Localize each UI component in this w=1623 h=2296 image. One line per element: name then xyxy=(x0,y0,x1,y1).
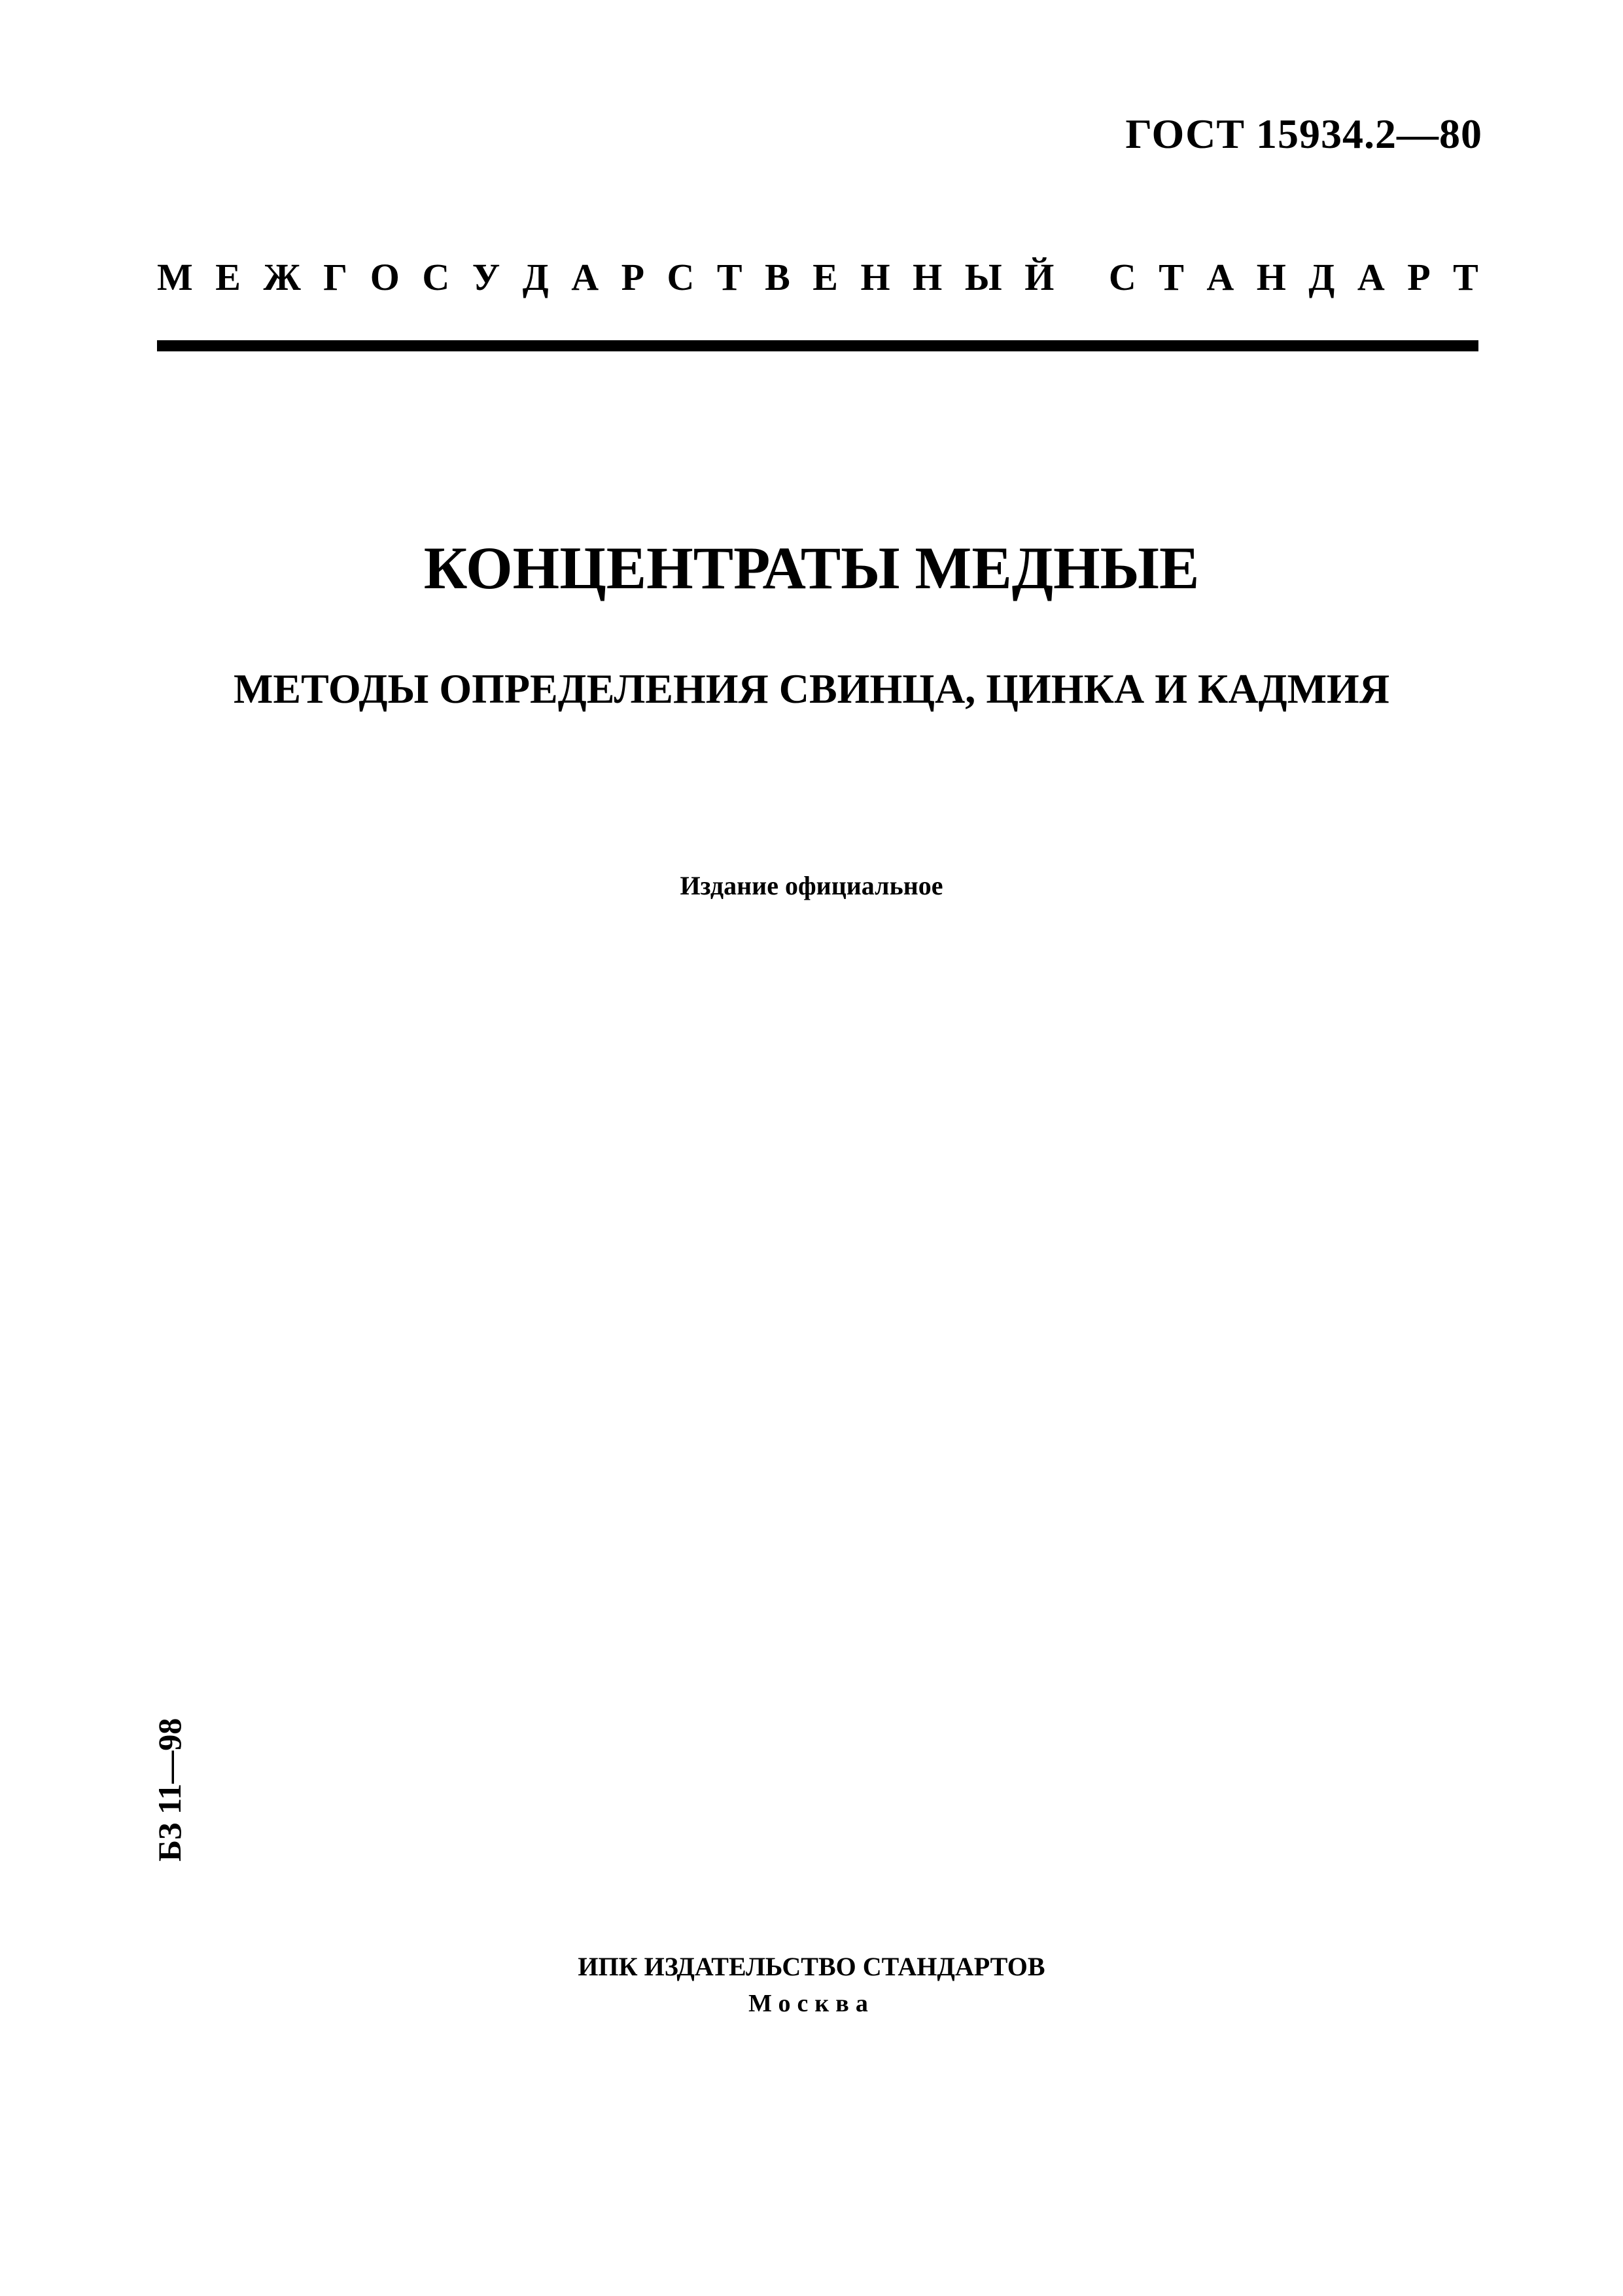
header-letter: А xyxy=(1206,256,1234,298)
header-letter: Р xyxy=(621,256,645,298)
edition-note: Издание официальное xyxy=(680,871,943,900)
standard-type-header xyxy=(157,255,1478,299)
header-letter: У xyxy=(472,256,500,298)
document-title: КОНЦЕНТРАТЫ МЕДНЫЕ xyxy=(423,535,1200,601)
header-letter: Г xyxy=(323,256,348,298)
header-letter: О xyxy=(370,256,400,298)
header-letter: Т xyxy=(1453,256,1478,298)
header-letter: Й xyxy=(1024,256,1055,298)
header-letter: Т xyxy=(1159,256,1184,298)
header-letter: Е xyxy=(215,256,241,298)
header-letter: Н xyxy=(1256,256,1286,298)
header-letter: Т xyxy=(716,256,742,298)
side-code: БЗ 11—98 xyxy=(151,1718,188,1862)
header-letter: Н xyxy=(913,256,943,298)
header-letter: Д xyxy=(522,256,549,298)
header-letter: В xyxy=(765,256,790,298)
header-letter: С xyxy=(1108,256,1136,298)
standard-designation: ГОСТ 15934.2—80 xyxy=(1125,111,1482,157)
header-letter: Н xyxy=(860,256,890,298)
header-letter: Д xyxy=(1308,256,1335,298)
header-letter: А xyxy=(571,256,599,298)
header-word-gap xyxy=(1077,255,1087,299)
header-letter: Ы xyxy=(964,256,1002,298)
publisher-name: ИПК ИЗДАТЕЛЬСТВО СТАНДАРТОВ xyxy=(578,1952,1045,1981)
publisher-city: Москва xyxy=(748,1990,875,2017)
header-letter: М xyxy=(157,256,193,298)
header-letter: Е xyxy=(812,256,838,298)
header-letter: С xyxy=(667,256,695,298)
document-subtitle: МЕТОДЫ ОПРЕДЕЛЕНИЯ СВИНЦА, ЦИНКА И КАДМИЯ xyxy=(233,665,1390,712)
header-rule xyxy=(157,340,1478,351)
header-letter: Р xyxy=(1407,256,1431,298)
header-letter: Ж xyxy=(263,256,301,298)
header-letter: С xyxy=(422,256,450,298)
header-letter: А xyxy=(1357,256,1385,298)
